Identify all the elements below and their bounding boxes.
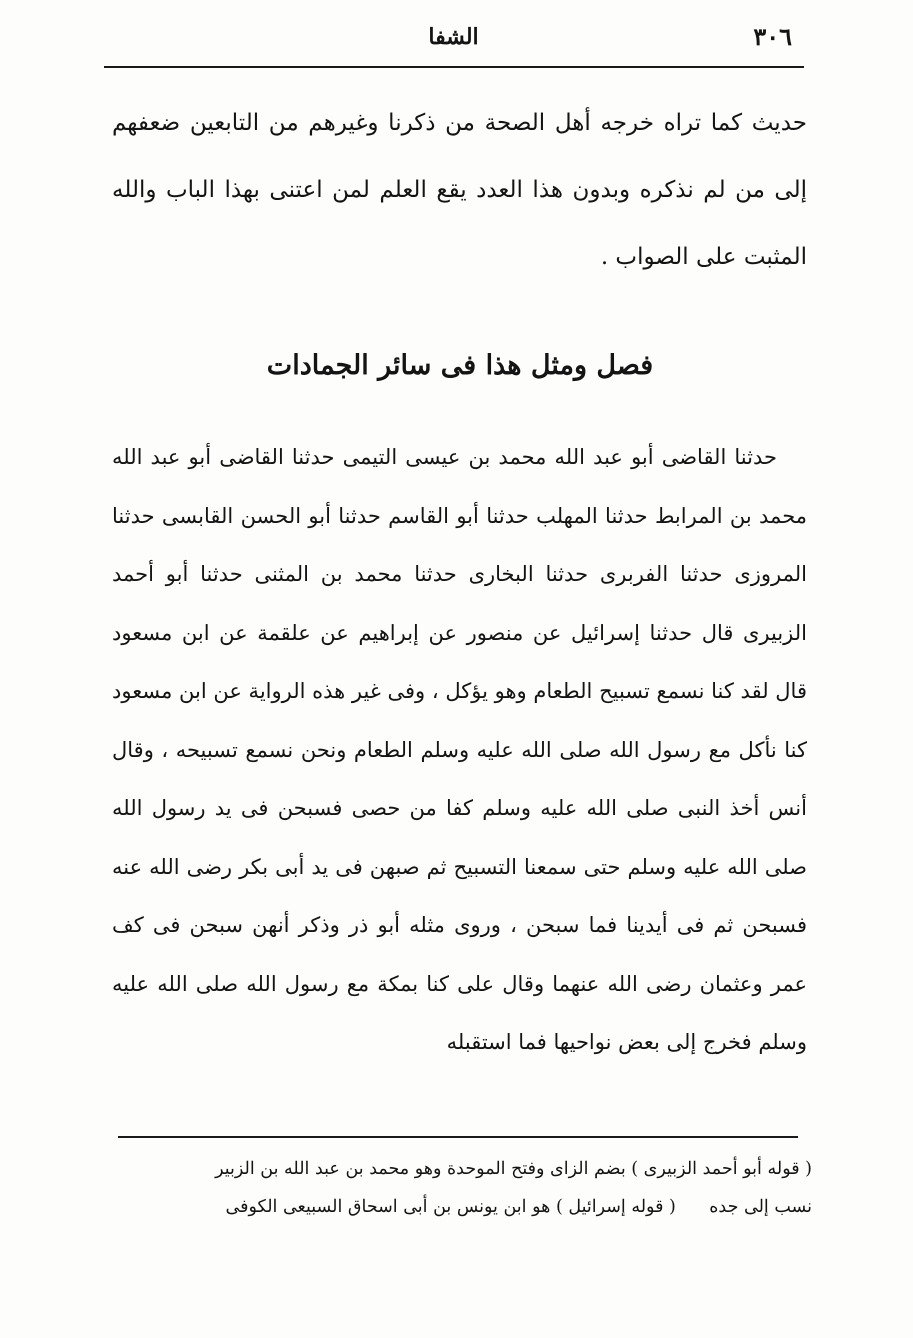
page-number: ٣٠٦	[753, 22, 792, 51]
footnote-zubayri-end: نسب إلى جده	[709, 1197, 812, 1217]
footnote-divider	[118, 1136, 798, 1138]
footnotes	[112, 1150, 812, 1226]
footnote-line-2	[112, 1188, 812, 1226]
section-heading: فصل ومثل هذا فى سائر الجمادات	[266, 350, 654, 381]
main-paragraph-text: حدثنا القاضى أبو عبد الله محمد بن عيسى التيمى حدثنا القاضى أبو عبد الله محمد بن المرابط حدثنا المهلب حدثنا أبو القاسم حدثنا أبو الحسن القابسى حدثنا المروزى حدثنا الفربرى حدثنا البخارى حدثنا محمد بن المثنى حدثنا أبو أحمد الزبيرى قال حدثنا إسرائيل عن منصور عن إبراهيم عن علقمة عن ابن مسعود قال لقد كنا نسمع تسبيح الطعام وهو يؤكل ، وفى غير هذه الرواية عن ابن مسعود كنا نأكل مع رسول الله صلى الله عليه وسلم الطعام ونحن نسمع تسبيحه ، وقال أنس أخذ النبى صلى الله عليه وسلم كفا من حصى فسبحن فى يد رسول الله صلى الله عليه وسلم حتى سمعنا التسبيح ثم صبهن فى يد أبى بكر رضى الله عنه فسبحن ثم فى أيدينا فما سبحن ، وروى مثله أبو ذر وذكر أنهن سبحن فى كف عمر وعثمان رضى الله عنهما وقال على كنا بمكة مع رسول الله صلى الله عليه وسلم فخرج إلى بعض نواحيها فما استقبله	[112, 445, 807, 1054]
top-paragraph: حديث كما تراه خرجه أهل الصحة من ذكرنا وغيرهم من التابعين ضعفهم إلى من لم نذكره وبدون هذا العدد يقع العلم لمن اعتنى بهذا الباب والله المثبت على الصواب .	[112, 110, 807, 270]
footnote-israil: ( قوله إسرائيل ) هو ابن يونس بن أبى اسحاق السبيعى الكوفى	[225, 1197, 676, 1217]
page-header	[105, 18, 802, 60]
footnote-line-1	[112, 1150, 812, 1188]
main-paragraph	[112, 428, 807, 1072]
header-divider	[104, 66, 804, 68]
footnote-zubayri: ( قوله أبو أحمد الزبيرى ) بضم الزاى وفتح الموحدة وهو محمد بن عبد الله بن الزبير	[215, 1159, 812, 1179]
running-title: الشفا	[428, 24, 479, 50]
